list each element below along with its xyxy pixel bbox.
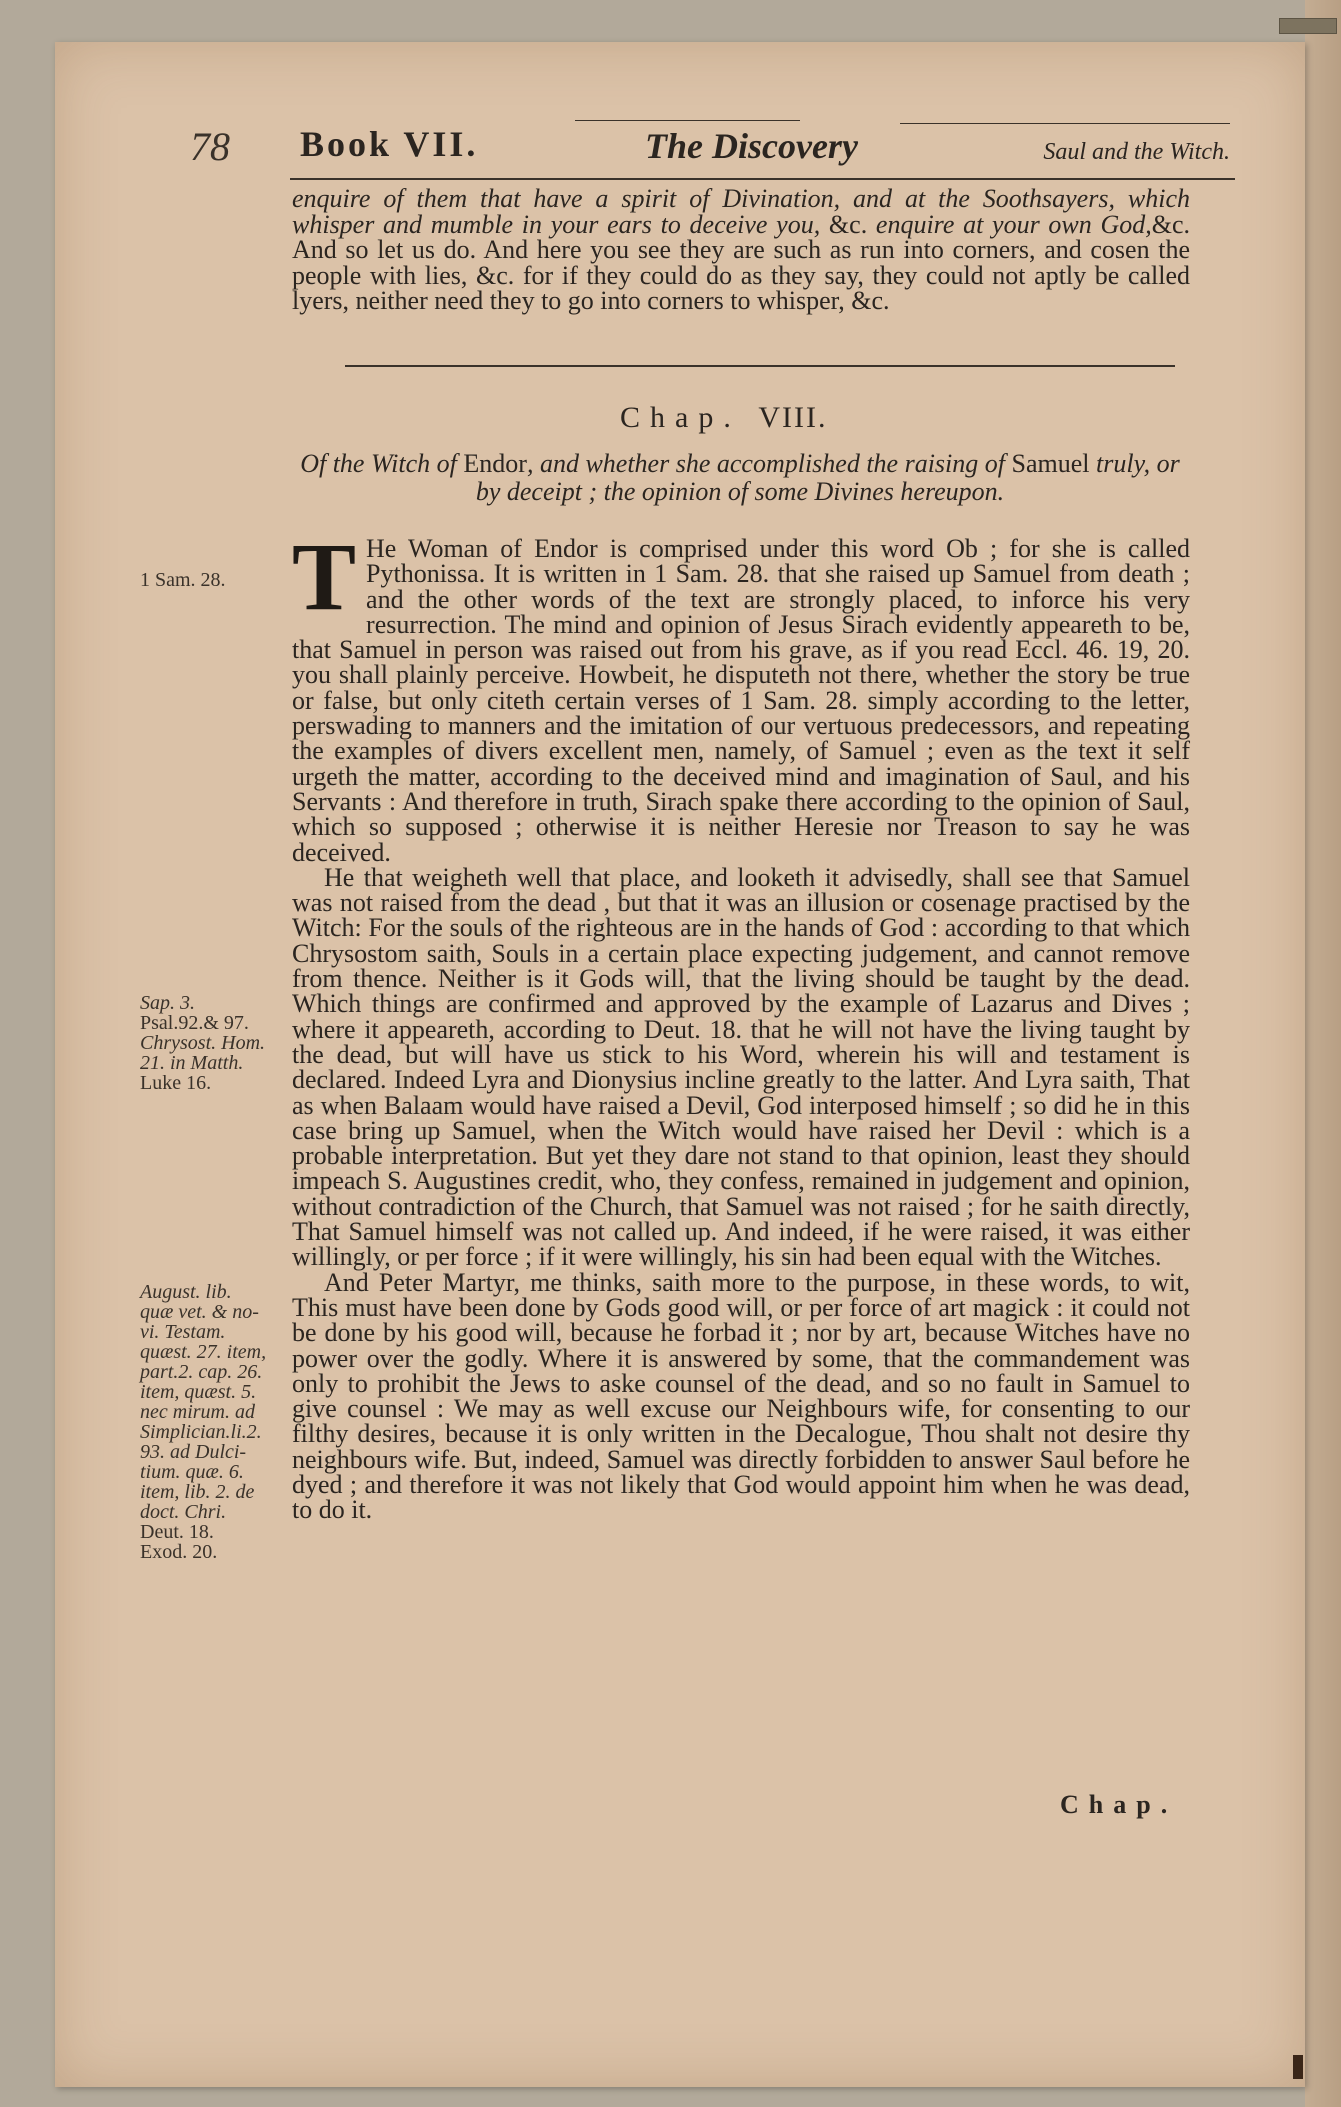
chapter-title-part: , and whether she accomplished the raising of xyxy=(526,449,1012,478)
running-header xyxy=(190,117,1230,177)
chapter-title-line2: by deceipt ; the opinion of some Divines hereupon. xyxy=(475,477,1005,506)
margin-note: Chrysost. Hom. xyxy=(140,1032,266,1054)
intro-etc: &c. xyxy=(820,209,876,239)
chapter-number: VIII. xyxy=(758,401,828,434)
margin-note: August. lib. xyxy=(140,1281,232,1303)
catchword: Chap. xyxy=(1060,1790,1178,1819)
chapter-label: Chap. xyxy=(620,401,741,434)
margin-note: nec mirum. ad xyxy=(140,1401,255,1423)
chapter-heading xyxy=(620,401,827,435)
margin-note: Simplician.li.2. xyxy=(140,1421,262,1443)
chapter-title-samuel: Samuel xyxy=(1011,449,1090,478)
running-title: The Discovery xyxy=(645,126,858,166)
chapter-title xyxy=(290,450,1190,506)
chapter-title-endor: Endor xyxy=(463,449,527,478)
body-paragraph-3: And Peter Martyr, me thinks, saith more to the purpose, in these words, to wit, This must have been done by Gods good will, or per force of art magick : it could not be done by his good will, because he forbad it ; nor by art, because Witches have no power over the godly. Where it is answered by some, that the commandement was only to prohibit the Jews to aske counsel of the dead, and so no fault in Samuel to give counsel : We may as well excuse our Neighbours wife, for consenting to our filthy desires, because it is only written in the Decalogue, Thou shalt not desire thy neighbours wife. But, indeed, Samuel was directly forbidden to answer Saul before he dyed ; and therefore it was not likely that God would appoint him when he was dead, to do it. xyxy=(292,1267,1190,1525)
chapter-title-part: truly, or xyxy=(1089,449,1180,478)
margin-note: quæst. 27. item, xyxy=(140,1341,267,1363)
margin-note-1: 1 Sam. 28. xyxy=(140,569,226,591)
margin-note: tium. quæ. 6. xyxy=(140,1461,244,1483)
margin-note: 93. ad Dulci- xyxy=(140,1441,247,1463)
margin-note: Sap. 3. xyxy=(140,992,195,1014)
margin-note: Luke 16. xyxy=(140,1072,212,1094)
margin-note: quæ vet. & no- xyxy=(140,1301,259,1323)
header-top-rule-right xyxy=(900,123,1230,124)
margin-note: Deut. 18. xyxy=(140,1521,214,1543)
margin-note: item, lib. 2. de xyxy=(140,1481,255,1503)
running-subtitle: Saul and the Witch. xyxy=(1043,139,1230,165)
body-paragraph-1: He Woman of Endor is comprised under this word Ob ; for she is called Pythonissa. It is written in 1 Sam. 28. that she raised up Samuel from death ; and the other words of the text are strongly placed, to inforce his very resurrection. The mind and opinion of Jesus Sirach evidently appeareth to be, that Samuel in person was raised out from his grave, as if you read Eccl. 46. 19, 20. you shall plainly perceive. Howbeit, he disputeth not there, whether the story be true or false, but only citeth certain verses of 1 Sam. 28. simply according to the letter, perswading to manners and the imitation of our vertuous predecessors, and repeating the examples of divers excellent men, namely, of Samuel ; even as the text it self urgeth the matter, according to the deceived mind and imagination of Saul, and his Servants : And therefore in truth, Sirach spake there according to the opinion of Saul, which so supposed ; otherwise it is neither Heresie nor Treason to say he was deceived. xyxy=(292,534,1190,867)
chapter-body xyxy=(292,523,1190,1525)
intro-rest: &c. And so let us do. And here you see they are such as run into corners, and cosen the people with lies, &c. for if they could do as they say, they could not aptly be called lyers, neither need they to go into corners to whisper, &c. xyxy=(292,209,1190,315)
margin-note: Psal.92.& 97. xyxy=(140,1012,249,1034)
header-rule xyxy=(290,178,1235,180)
margin-note: part.2. cap. 26. xyxy=(140,1361,263,1383)
margin-note: item, quæst. 5. xyxy=(140,1381,257,1403)
drop-cap: T xyxy=(292,523,357,630)
page-tab xyxy=(1279,18,1337,34)
margin-note: doct. Chri. xyxy=(140,1501,227,1523)
header-top-rule xyxy=(575,120,800,121)
margin-note: vi. Testam. xyxy=(140,1321,226,1343)
intro-italic-2: enquire at your own God, xyxy=(875,209,1152,239)
intro-text xyxy=(292,186,1190,314)
margin-note: 21. in Matth. xyxy=(140,1052,244,1074)
intro-italic: enquire of them that have a spirit of Divination, and at the Soothsayers, which whisper and mumble in your ears to deceive you, xyxy=(292,184,1190,239)
margin-note-group-2 xyxy=(140,993,265,1093)
margin-note-group-3 xyxy=(140,1282,266,1562)
book-label: Book VII. xyxy=(300,124,479,164)
binding-mark xyxy=(1293,2055,1303,2079)
section-divider xyxy=(345,365,1175,367)
page-number: 78 xyxy=(190,124,230,169)
margin-note: Exod. 20. xyxy=(140,1541,218,1563)
right-edge-background xyxy=(1305,0,1341,2107)
body-paragraph-2: He that weigheth well that place, and looketh it advisedly, shall see that Samuel was not raised from the dead , but that it was an illusion or cosenage practised by the Witch: For the souls of the righteous are in the hands of God : according to that which Chrysostom saith, Souls in a certain place expecting judgement, and cannot remove from thence. Neither is it Gods will, that the living should be taught by the dead. Which things are confirmed and approved by the example of Lazarus and Dives ; where it appeareth, according to Deut. 18. that he will not have the living taught by the dead, but will have us stick to his Word, wherein his will and testament is declared. Indeed Lyra and Dionysius incline greatly to the latter. And Lyra saith, That as when Balaam would have raised a Devil, God interposed himself ; so did he in this case bring up Samuel, when the Witch would have raised her Devil : which is a probable interpretation. But yet they dare not stand to that opinion, least they should impeach S. Augustines credit, who, they confess, remained in judgement and opinion, without contradiction of the Church, that Samuel was not raised ; for he saith directly, That Samuel himself was not called up. And indeed, if he were raised, it was either willingly, or per force ; if it were willingly, his sin had been equal with the Witches. xyxy=(292,862,1190,1272)
chapter-title-part: Of the Witch of xyxy=(300,449,464,478)
